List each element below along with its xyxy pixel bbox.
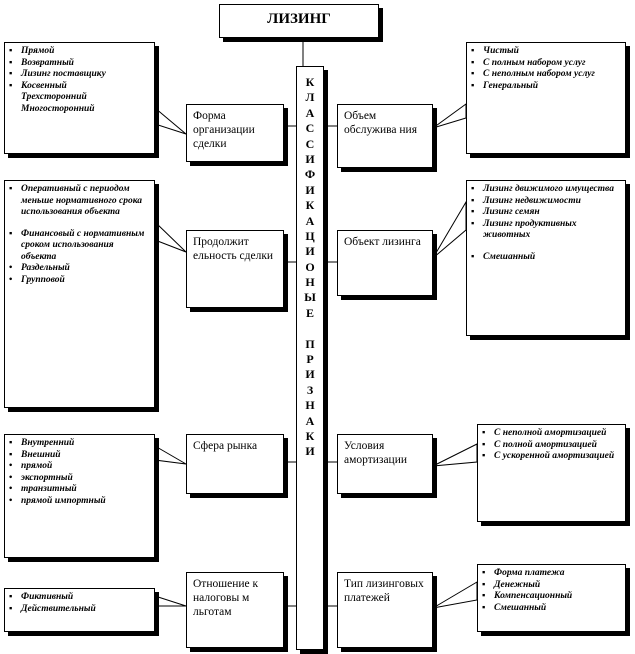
category-usloviya (337, 434, 433, 494)
pointer-otnoshenie (155, 596, 186, 606)
list-item-text: Генеральный (483, 80, 539, 91)
bullet-icon: ▪ (471, 207, 475, 217)
category-forma (186, 104, 284, 162)
list-item (9, 604, 150, 616)
center-letter: А (305, 213, 315, 228)
center-letter: Ц (305, 228, 315, 243)
center-letter: К (305, 428, 315, 443)
list-item (9, 81, 150, 93)
list-item-text: Внутренний (21, 438, 75, 448)
list-item (471, 252, 621, 264)
category-tip-label: Тип лизинговых платежей (344, 578, 424, 604)
list-otnoshenie (4, 588, 155, 632)
bullet-icon: ▪ (9, 603, 13, 614)
list-item (9, 229, 150, 264)
bullet-icon: ▪ (9, 592, 13, 602)
list-item-text: Трехсторонний (21, 92, 87, 102)
center-letter: И (305, 151, 315, 166)
list-item-text: Денежный (494, 579, 541, 590)
list-item-text: Смешанный (483, 251, 536, 262)
list-item-text: Лизинг движимого имущества (483, 184, 614, 194)
list-item-text: Лизинг поставщику (21, 69, 106, 79)
bullet-icon: ▪ (9, 57, 13, 68)
list-item-text: Смешанный (494, 602, 547, 613)
bullet-icon: ▪ (9, 449, 13, 460)
bullet-icon: ▪ (471, 184, 475, 194)
list-item (9, 92, 150, 104)
list-item-text: прямой импортный (21, 495, 106, 506)
center-letter: Н (305, 275, 315, 290)
list-item (471, 69, 621, 81)
list-item (482, 580, 621, 592)
list-item (9, 69, 150, 81)
list-item-text: Форма платежа (494, 568, 565, 578)
list-spacer (9, 219, 150, 229)
list-item-text: С неполным набором услуг (483, 69, 595, 79)
list-item-text: Фиктивный (21, 592, 74, 602)
category-prodolzh (186, 230, 284, 308)
list-item (471, 219, 621, 242)
list-item (482, 603, 621, 615)
list-item-text: С полным набором услуг (483, 57, 586, 68)
pointer-forma (155, 108, 186, 134)
list-spacer (471, 242, 621, 252)
category-sfera-label: Сфера рынка (193, 440, 258, 452)
list-item (9, 104, 150, 116)
bullet-icon: ▪ (482, 579, 486, 590)
list-item-text: Лизинг семян (483, 207, 540, 217)
list-item-text: Косвенный (21, 80, 67, 91)
bullet-icon: ▪ (9, 69, 13, 79)
list-item (9, 473, 150, 485)
category-obiem-label: Объем обслужива ния (344, 110, 417, 136)
list-item (9, 592, 150, 604)
center-letter: Н (305, 398, 315, 413)
list-item-text: С неполной амортизацией (494, 428, 607, 438)
center-letter: Л (305, 90, 315, 105)
list-obiem (466, 42, 626, 154)
list-item-text: Многосторонний (21, 103, 95, 114)
list-item-text: С ускоренной амортизацией (494, 451, 615, 461)
list-item (9, 263, 150, 275)
center-column (296, 66, 324, 650)
list-item (471, 46, 621, 58)
list-prodolzh (4, 180, 155, 408)
bullet-icon: • (9, 263, 13, 273)
list-item-text: С полной амортизацией (494, 439, 597, 450)
list-item-text: прямой (21, 461, 53, 471)
list-item (471, 196, 621, 208)
pointer-usloviya (433, 444, 477, 466)
bullet-icon: • (9, 274, 13, 285)
list-item-text: Раздельный (21, 263, 70, 273)
bullet-icon: ▪ (471, 251, 475, 262)
center-letter: С (305, 121, 315, 136)
list-item (482, 451, 621, 463)
list-item (471, 58, 621, 70)
list-item (9, 184, 150, 219)
list-item (9, 58, 150, 70)
pointer-prodolzh (155, 222, 186, 252)
center-letter: Ы (304, 290, 316, 305)
bullet-icon: • (9, 461, 13, 471)
list-item-text: Внешний (21, 449, 61, 460)
center-letter: А (305, 413, 315, 428)
list-item (9, 275, 150, 287)
bullet-icon: ▪ (9, 438, 13, 448)
list-item-text: Действительный (21, 603, 96, 614)
list-item-text: Возвратный (21, 57, 74, 68)
list-item (9, 484, 150, 496)
bullet-icon: ▪ (482, 568, 486, 578)
bullet-icon: ▪ (471, 69, 475, 79)
list-item-text: Чистый (483, 46, 519, 56)
list-item-text: транзитный (21, 484, 77, 494)
pointer-obiekt (433, 202, 466, 258)
title-box (219, 4, 379, 38)
center-letter: И (305, 444, 315, 459)
pointer-obiem (433, 104, 466, 128)
list-forma (4, 42, 155, 154)
list-item (471, 207, 621, 219)
list-item-text: Лизинг продуктивных животных (483, 218, 577, 240)
center-letters (297, 75, 323, 460)
center-letter: А (305, 105, 315, 120)
list-item (9, 46, 150, 58)
list-item (482, 568, 621, 580)
bullet-icon: ▪ (9, 46, 13, 56)
bullet-icon: ▪ (471, 46, 475, 56)
category-prodolzh-label: Продолжит ельность сделки (193, 236, 274, 262)
bullet-icon: ▪ (482, 451, 486, 461)
category-otnoshenie (186, 572, 284, 648)
list-item-text: Финансовый с нормативным сроком использования объекта (21, 228, 145, 262)
list-item-text: Лизинг недвижимости (483, 195, 581, 206)
center-letter: Р (306, 352, 314, 367)
category-otnoshenie-label: Отношение к налоговы м льготам (193, 578, 259, 618)
center-letter: Е (305, 305, 314, 320)
category-forma-label: Форма организации сделки (193, 110, 255, 150)
list-item-text: Групповой (21, 274, 65, 285)
bullet-icon: • (9, 495, 13, 506)
pointer-tip (433, 582, 477, 608)
list-item (9, 461, 150, 473)
bullet-icon: ▪ (9, 184, 13, 194)
bullet-icon: • (9, 484, 13, 494)
bullet-icon: ▪ (482, 602, 486, 613)
category-obiekt-label: Объект лизинга (344, 236, 421, 248)
category-obiem (337, 104, 433, 168)
list-usloviya (477, 424, 626, 522)
center-letter: П (305, 336, 315, 351)
bullet-icon: ▪ (482, 591, 486, 601)
category-sfera (186, 434, 284, 494)
list-item (482, 591, 621, 603)
category-obiekt (337, 230, 433, 296)
list-item (482, 440, 621, 452)
list-item (471, 81, 621, 93)
bullet-icon: ▪ (9, 228, 13, 239)
center-letter: И (305, 367, 315, 382)
bullet-icon: ▪ (482, 428, 486, 438)
list-tip (477, 564, 626, 632)
pointer-sfera (155, 446, 186, 464)
bullet-icon: ▪ (482, 439, 486, 450)
center-letter: И (305, 244, 315, 259)
category-usloviya-label: Условия амортизации (344, 440, 408, 466)
center-letter (297, 321, 323, 336)
center-letter: З (306, 382, 314, 397)
list-item-text: экспортный (21, 472, 73, 483)
bullet-icon: ▪ (9, 80, 13, 91)
list-obiekt (466, 180, 626, 336)
list-item-text: Оперативный с периодом меньше нормативного срока использования объекта (21, 184, 143, 217)
category-tip (337, 572, 433, 648)
center-letter: О (305, 259, 315, 274)
list-item (482, 428, 621, 440)
list-item-text: Прямой (21, 46, 55, 56)
list-sfera (4, 434, 155, 558)
list-item (9, 438, 150, 450)
list-item (471, 184, 621, 196)
center-letter: К (305, 75, 315, 89)
list-item (9, 450, 150, 462)
list-item-text: Компенсационный (494, 591, 573, 601)
list-item (9, 496, 150, 508)
center-letter: К (305, 198, 315, 213)
center-letter: И (305, 182, 315, 197)
bullet-icon: ▪ (471, 218, 475, 229)
center-letter: С (305, 136, 315, 151)
bullet-icon: ▪ (471, 80, 475, 91)
bullet-icon: • (9, 472, 13, 483)
bullet-icon: ▪ (471, 195, 475, 206)
center-letter: Ф (304, 167, 316, 182)
diagram-title: ЛИЗИНГ (267, 11, 331, 27)
bullet-icon: ▪ (471, 57, 475, 68)
